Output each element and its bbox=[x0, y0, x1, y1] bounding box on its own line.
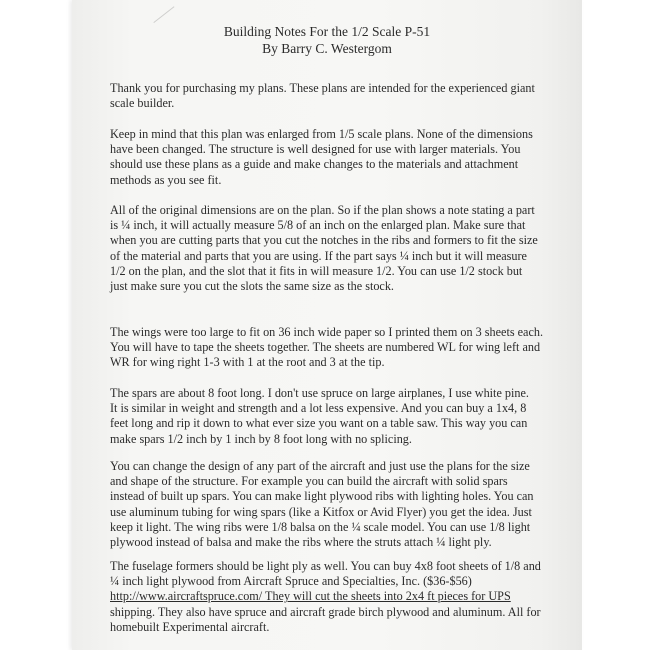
paragraph-line: 1/2 on the plan, and the slot that it fits in will measure 1/2. You can use 1/2 stock but bbox=[110, 263, 523, 278]
paragraph-line: have been changed. The structure is well designed for use with larger materials. You bbox=[110, 142, 521, 157]
paragraph-wings bbox=[110, 325, 550, 371]
paragraph-line: instead of built up spars. You can make light plywood ribs with lighting holes. You can bbox=[110, 489, 534, 504]
paragraph-line: plywood instead of balsa and make the ribs where the struts attach ¼ light ply. bbox=[110, 535, 492, 550]
paragraph-line: WR for wing right 1-3 with 1 at the root and 3 at the tip. bbox=[110, 355, 385, 370]
paragraph-line: use aluminum tubing for wing spars (like a Kitfox or Avid Flyer) you get the idea. Just bbox=[110, 504, 532, 519]
paragraph-line: should use these plans as a guide and make changes to the materials and attachment bbox=[110, 157, 519, 172]
paragraph-line: make spars 1/2 inch by 1 inch by 8 foot long with no splicing. bbox=[110, 431, 412, 446]
paragraph-line: You will have to tape the sheets together. The sheets are numbered WL for wing left and bbox=[110, 340, 541, 355]
document-author: By Barry C. Westergom bbox=[262, 41, 392, 56]
paragraph-enlargement bbox=[110, 127, 550, 188]
corner-fold-mark bbox=[140, 0, 175, 23]
paragraph-dimensions bbox=[110, 203, 550, 294]
paragraph-line: scale builder. bbox=[110, 96, 175, 111]
paragraph-design-changes bbox=[110, 459, 550, 550]
paragraph-line: ¼ inch light plywood from Aircraft Spruce and Specialties, Inc. ($36-$56) bbox=[110, 574, 472, 589]
paragraph-line: You can change the design of any part of the aircraft and just use the plans for the size bbox=[110, 459, 530, 473]
supplier-link: http://www.aircraftspruce.com/ They will cut the sheets into 2x4 ft pieces for UPS bbox=[110, 589, 511, 604]
paragraph-line: homebuilt Experimental aircraft. bbox=[110, 619, 270, 634]
paragraph-line: shipping. They also have spruce and aircraft grade birch plywood and aluminum. All for bbox=[110, 604, 541, 619]
paragraph-line: methods as you see fit. bbox=[110, 172, 222, 187]
paragraph-line: when you are cutting parts that you cut the notches in the ribs and formers to fit the size bbox=[110, 233, 538, 248]
paragraph-line: of the material and parts that you are using. If the part says ¼ inch but it will measure bbox=[110, 248, 527, 263]
paragraph-line: The wings were too large to fit on 36 inch wide paper so I printed them on 3 sheets each. bbox=[110, 325, 543, 339]
paragraph-line: just make sure you cut the slots the same size as the stock. bbox=[110, 279, 394, 294]
paragraph-intro bbox=[110, 81, 550, 111]
document-page bbox=[72, 0, 582, 650]
paragraph-line: The fuselage formers should be light ply as well. You can buy 4x8 foot sheets of 1/8 and bbox=[110, 559, 541, 573]
paragraph-line: and shape of the structure. For example you can build the aircraft with solid spars bbox=[110, 474, 508, 489]
document-title: Building Notes For the 1/2 Scale P-51 bbox=[223, 24, 431, 39]
paragraph-spars bbox=[110, 386, 550, 447]
paragraph-fuselage bbox=[110, 559, 550, 635]
paragraph-line: Thank you for purchasing my plans. These plans are intended for the experienced giant bbox=[110, 81, 535, 95]
paragraph-line: It is similar in weight and strength and a lot less expensive. And you can buy a 1x4, 8 bbox=[110, 401, 527, 416]
paragraph-line: is ¼ inch, it will actually measure 5/8 of an inch on the enlarged plan. Make sure that bbox=[110, 218, 526, 233]
document-header bbox=[72, 23, 582, 57]
paragraph-line: The spars are about 8 foot long. I don't use spruce on large airplanes, I use white pine. bbox=[110, 386, 529, 400]
paragraph-line: keep it light. The wing ribs were 1/8 balsa on the ¼ scale model. You can use 1/8 light bbox=[110, 519, 531, 534]
paragraph-line: Keep in mind that this plan was enlarged from 1/5 scale plans. None of the dimensions bbox=[110, 127, 533, 141]
paragraph-line: feet long and rip it down to what ever size you want on a table saw. This way you can bbox=[110, 416, 528, 431]
paragraph-line: All of the original dimensions are on the plan. So if the plan shows a note stating a part bbox=[110, 203, 535, 217]
